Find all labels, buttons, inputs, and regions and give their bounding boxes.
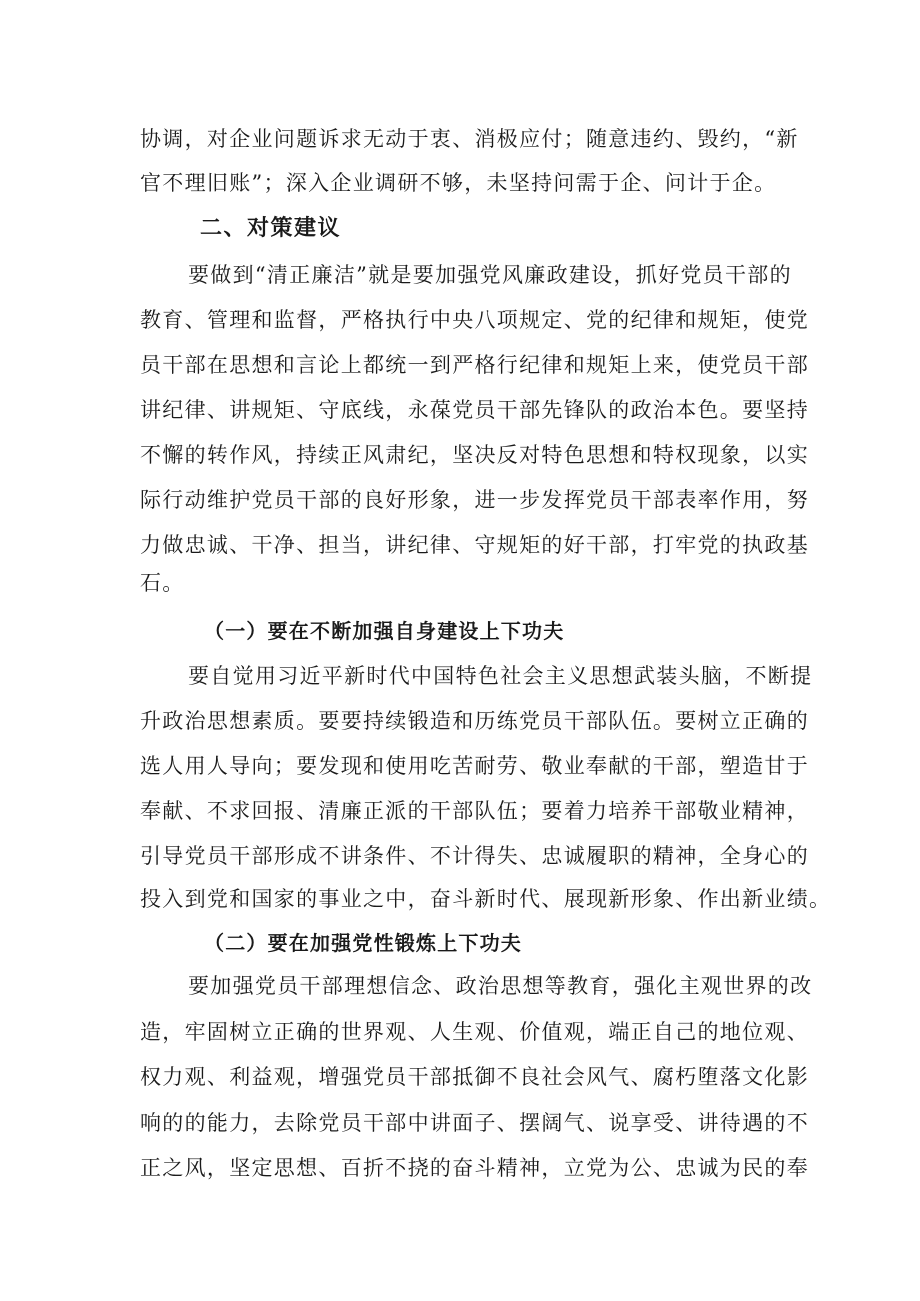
paragraph-line: 际行动维护党员干部的良好形象，进一步发挥党员干部表率作用，努 [140, 488, 809, 512]
paragraph-line: 讲纪律、讲规矩、守底线，永葆党员干部先锋队的政治本色。要坚持 [140, 398, 809, 422]
paragraph-line: 升政治思想素质。要要持续锻造和历练党员干部队伍。要树立正确的 [140, 709, 809, 733]
paragraph-line: 选人用人导向；要发现和使用吃苦耐劳、敬业奉献的干部，塑造甘于 [140, 754, 809, 778]
paragraph-line: 要加强党员干部理想信念、政治思想等教育，强化主观世界的改 [188, 974, 813, 998]
paragraph-line: 协调，对企业问题诉求无动于衷、消极应付；随意违约、毁约，“新 [140, 127, 799, 151]
paragraph-line: 力做忠诚、干净、担当，讲纪律、守规矩的好干部，打牢党的执政基 [140, 533, 809, 557]
paragraph-line: 员干部在思想和言论上都统一到严格行纪律和规矩上来，使党员干部 [140, 353, 809, 377]
paragraph-line: 奉献、不求回报、清廉正派的干部队伍；要着力培养干部敬业精神， [140, 799, 809, 823]
paragraph-line: 教育、管理和监督，严格执行中央八项规定、党的纪律和规矩，使党 [140, 308, 809, 332]
paragraph-line: 要做到“清正廉洁”就是要加强党风廉政建设，抓好党员干部的 [188, 263, 792, 287]
paragraph-line: 造，牢固树立正确的世界观、人生观、价值观，端正自己的地位观、 [140, 1020, 809, 1044]
paragraph-line: 要自觉用习近平新时代中国特色社会主义思想武装头脑，不断提 [188, 664, 813, 688]
subsection-heading: （二）要在加强党性锻炼上下功夫 [204, 931, 522, 955]
paragraph-line: 投入到党和国家的事业之中，奋斗新时代、展现新形象、作出新业绩。 [140, 887, 832, 911]
paragraph-line: 引导党员干部形成不讲条件、不计得失、忠诚履职的精神，全身心的 [140, 844, 809, 868]
section-heading: 二、对策建议 [200, 216, 342, 241]
paragraph-line: 权力观、利益观，增强党员干部抵御不良社会风气、腐朽堕落文化影 [140, 1065, 809, 1089]
paragraph-line: 石。 [140, 571, 185, 595]
paragraph-line: 官不理旧账”；深入企业调研不够，未坚持问需于企、问计于企。 [140, 171, 777, 195]
paragraph-line: 不懈的转作风，持续正风肃纪，坚决反对特色思想和特权现象，以实 [140, 443, 809, 467]
subsection-heading: （一）要在不断加强自身建设上下功夫 [204, 619, 565, 643]
paragraph-line: 响的的能力，去除党员干部中讲面子、摆阔气、说享受、讲待遇的不 [140, 1111, 809, 1135]
paragraph-line: 正之风，坚定思想、百折不挠的奋斗精神，立党为公、忠诚为民的奉 [140, 1156, 809, 1180]
